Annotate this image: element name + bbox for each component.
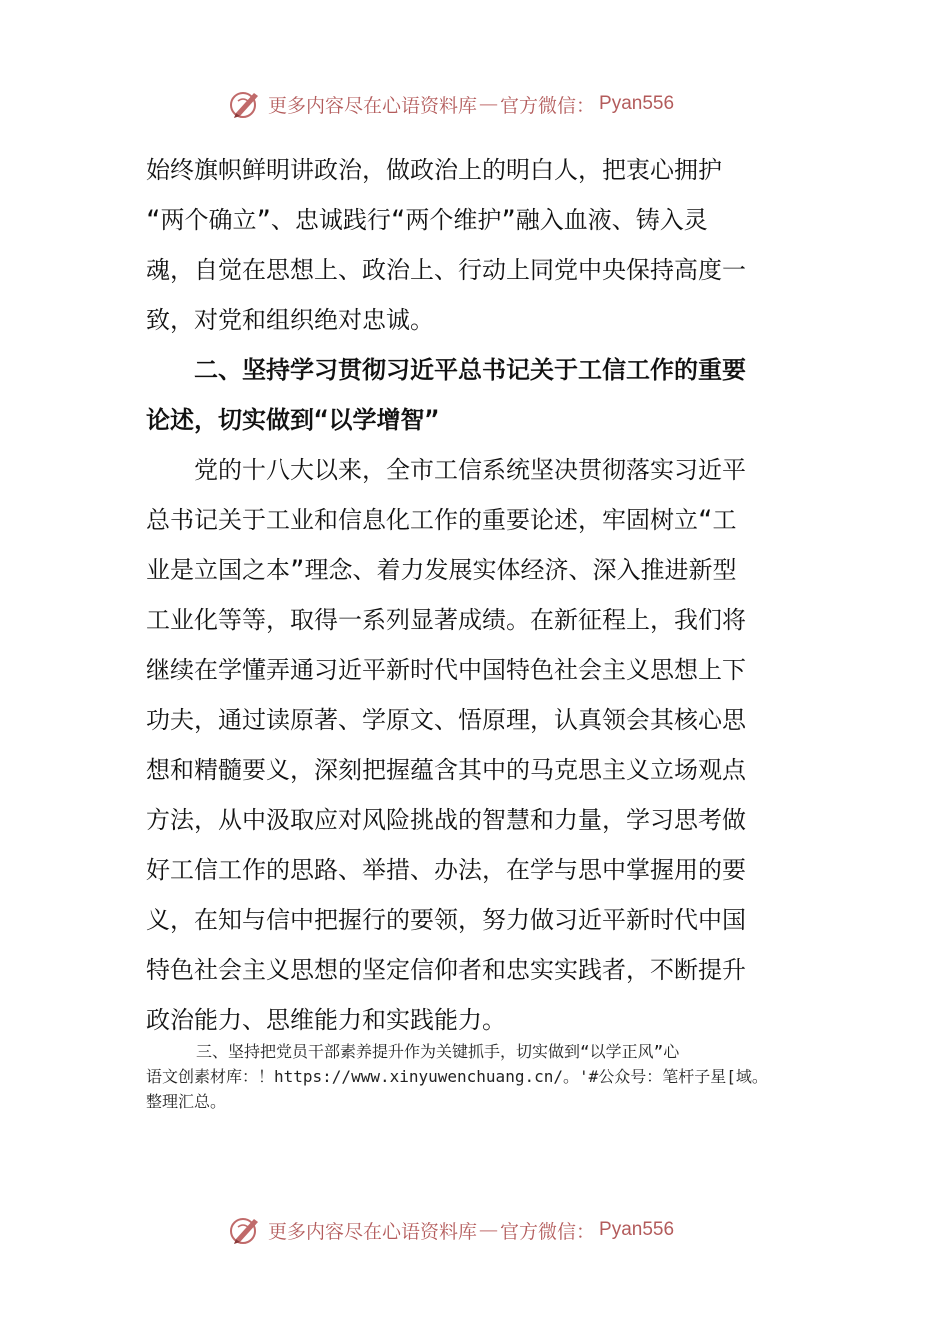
- pen-logo-icon: [228, 1213, 262, 1247]
- text-line: 方法，从中汲取应对风险挑战的智慧和力量，学习思考做: [146, 806, 746, 834]
- footnote-block: [146, 1039, 826, 1114]
- text-line: 党的十八大以来，全市工信系统坚决贯彻落实习近平: [146, 456, 746, 484]
- banner-separator: —: [479, 1219, 499, 1241]
- pen-logo-icon: [228, 87, 262, 121]
- text-line: 工业化等等，取得一系列显著成绩。在新征程上，我们将: [146, 606, 746, 634]
- footnote-line: 三、坚持把党员干部素养提升作为关键抓手，切实做到“以学正风”心: [196, 1042, 680, 1061]
- text-line: 义，在知与信中把握行的要领，努力做习近平新时代中国: [146, 906, 746, 934]
- banner-wechat-label: 官方微信：: [500, 1220, 596, 1243]
- paragraph-study-wisdom: [146, 445, 786, 1045]
- text-line: 致，对党和组织绝对忠诚。: [146, 306, 434, 334]
- text-line: 总书记关于工业和信息化工作的重要论述，牢固树立“工: [146, 506, 737, 534]
- heading-line: 论述，切实做到“以学增智”: [146, 406, 439, 434]
- banner-separator: —: [479, 93, 499, 115]
- header-banner: [228, 86, 674, 122]
- heading-line: 二、坚持学习贯彻习近平总书记关于工信工作的重要: [146, 356, 746, 384]
- banner-brand-text: 更多内容尽在心语资料库: [268, 1220, 478, 1243]
- text-line: “两个确立”、忠诚践行“两个维护”融入血液、铸入灵: [146, 206, 708, 234]
- footer-banner: [228, 1212, 674, 1248]
- banner-brand-text: 更多内容尽在心语资料库: [268, 94, 478, 117]
- text-line: 好工信工作的思路、举措、办法，在学与思中掌握用的要: [146, 856, 746, 884]
- banner-wechat-id: Pyan556: [599, 1219, 675, 1240]
- text-line: 魂，自觉在思想上、政治上、行动上同党中央保持高度一: [146, 256, 746, 284]
- text-line: 特色社会主义思想的坚定信仰者和忠实实践者，不断提升: [146, 956, 746, 984]
- banner-wechat-label: 官方微信：: [500, 94, 596, 117]
- text-line: 业是立国之本”理念、着力发展实体经济、深入推进新型: [146, 556, 737, 584]
- text-line: 始终旗帜鲜明讲政治，做政治上的明白人，把衷心拥护: [146, 156, 722, 184]
- text-line: 想和精髓要义，深刻把握蕴含其中的马克思主义立场观点: [146, 756, 746, 784]
- text-line: 功夫，通过读原著、学原文、悟原理，认真领会其核心思: [146, 706, 746, 734]
- paragraph-political-loyalty: [146, 145, 786, 345]
- text-line: 继续在学懂弄通习近平新时代中国特色社会主义思想上下: [146, 656, 746, 684]
- footnote-line: 语文创素材库：！https://www.xinyuwenchuang.cn/。'#公众号：笔杆子星[域。: [146, 1067, 768, 1086]
- section-heading: [146, 345, 786, 445]
- text-line: 政治能力、思维能力和实践能力。: [146, 1006, 506, 1034]
- banner-wechat-id: Pyan556: [599, 93, 675, 114]
- footnote-line: 整理汇总。: [146, 1092, 227, 1111]
